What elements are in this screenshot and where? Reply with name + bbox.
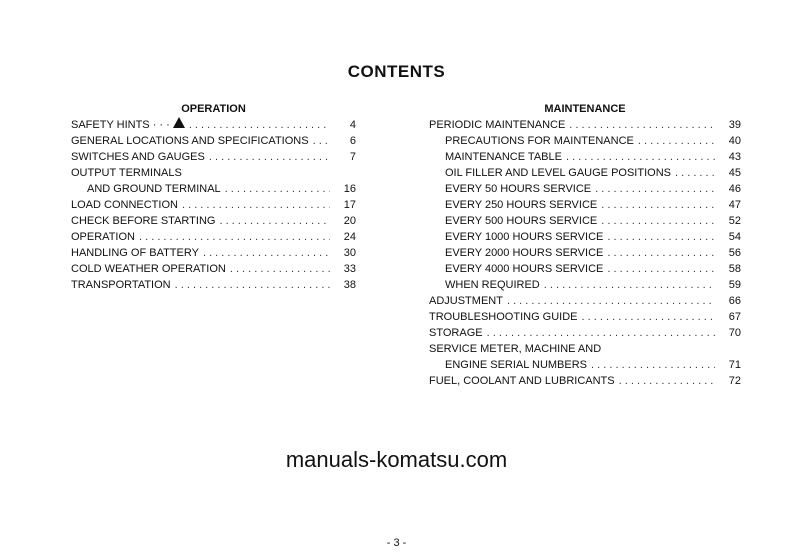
dot-leader — [219, 213, 330, 229]
toc-entry-label: EVERY 500 HOURS SERVICE — [445, 215, 598, 227]
toc-entry-page: 24 — [343, 231, 356, 243]
toc-entry[interactable] — [429, 197, 741, 213]
dot-leader — [582, 309, 715, 325]
toc-entry-label: EVERY 4000 HOURS SERVICE — [445, 263, 604, 275]
toc-entry[interactable] — [429, 181, 741, 197]
page-title: CONTENTS — [347, 62, 446, 81]
toc-entry-page: 6 — [349, 135, 356, 147]
toc-entry-page: 43 — [728, 151, 741, 163]
toc-entry-label: WHEN REQUIRED — [445, 279, 540, 291]
toc-entry[interactable] — [71, 165, 356, 181]
toc-entry[interactable] — [71, 197, 356, 213]
dot-leader — [507, 293, 715, 309]
toc-entry-label: MAINTENANCE TABLE — [445, 151, 562, 163]
toc-entry-page: 59 — [728, 279, 741, 291]
dot-leader — [569, 117, 715, 133]
toc-entry-page: 58 — [728, 263, 741, 275]
maintenance-section — [429, 101, 741, 389]
dot-leader — [189, 117, 330, 133]
dot-leader — [209, 149, 330, 165]
toc-entry-label: STORAGE — [429, 327, 483, 339]
toc-entry[interactable] — [429, 261, 741, 277]
toc-entry-label: SWITCHES AND GAUGES — [71, 151, 205, 163]
operation-toc-list — [71, 117, 356, 293]
toc-entry[interactable] — [429, 149, 741, 165]
toc-entry-page: 71 — [728, 359, 741, 371]
toc-entry-page: 66 — [728, 295, 741, 307]
toc-entry[interactable] — [71, 245, 356, 261]
toc-entry-label: PRECAUTIONS FOR MAINTENANCE — [445, 135, 634, 147]
toc-entry-page: 38 — [343, 279, 356, 291]
toc-entry-label: SAFETY HINTS · · · — [71, 119, 170, 131]
dot-leader — [203, 245, 330, 261]
dot-leader — [638, 133, 715, 149]
operation-heading: OPERATION — [181, 103, 246, 115]
toc-entry[interactable] — [71, 261, 356, 277]
dot-leader — [607, 245, 715, 261]
toc-entry-label: HANDLING OF BATTERY — [71, 247, 199, 259]
dot-leader — [607, 261, 715, 277]
dot-leader — [182, 197, 330, 213]
toc-entry-label: AND GROUND TERMINAL — [87, 183, 221, 195]
toc-entry-label: SERVICE METER, MACHINE AND — [429, 343, 602, 355]
toc-entry-label: GENERAL LOCATIONS AND SPECIFICATIONS — [71, 135, 309, 147]
toc-entry-label: LOAD CONNECTION — [71, 199, 178, 211]
toc-entry[interactable] — [429, 229, 741, 245]
toc-entry[interactable] — [71, 181, 356, 197]
toc-entry[interactable] — [71, 149, 356, 165]
toc-entry[interactable] — [429, 341, 741, 357]
toc-entry-label: OPERATION — [71, 231, 135, 243]
toc-entry-label: EVERY 50 HOURS SERVICE — [445, 183, 592, 195]
dot-leader — [675, 165, 715, 181]
toc-entry[interactable] — [71, 277, 356, 293]
dot-leader — [619, 373, 715, 389]
page-number: - 3 - — [386, 537, 407, 549]
watermark-link[interactable]: manuals-komatsu.com — [285, 447, 508, 472]
warning-triangle-icon — [173, 117, 185, 128]
toc-entry-page: 47 — [728, 199, 741, 211]
toc-entry-label: EVERY 2000 HOURS SERVICE — [445, 247, 604, 259]
toc-entry-page: 39 — [728, 119, 741, 131]
toc-entry-page: 67 — [728, 311, 741, 323]
toc-entry-page: 4 — [349, 119, 356, 131]
toc-entry-page: 17 — [343, 199, 356, 211]
toc-entry[interactable] — [71, 213, 356, 229]
operation-section — [71, 101, 356, 293]
toc-entry[interactable] — [71, 229, 356, 245]
toc-entry[interactable] — [429, 309, 741, 325]
toc-entry[interactable] — [429, 133, 741, 149]
toc-entry-page: 30 — [343, 247, 356, 259]
toc-entry[interactable] — [429, 357, 741, 373]
toc-entry[interactable] — [429, 293, 741, 309]
toc-entry-page: 70 — [728, 327, 741, 339]
dot-leader — [230, 261, 330, 277]
toc-entry[interactable] — [71, 133, 356, 149]
maintenance-heading: MAINTENANCE — [544, 103, 626, 115]
toc-entry-page: 33 — [343, 263, 356, 275]
toc-entry-label: OIL FILLER AND LEVEL GAUGE POSITIONS — [445, 167, 671, 179]
dot-leader — [566, 149, 715, 165]
dot-leader — [601, 213, 715, 229]
dot-leader — [175, 277, 330, 293]
dot-leader — [601, 197, 715, 213]
toc-entry-page: 45 — [728, 167, 741, 179]
toc-entry-page: 56 — [728, 247, 741, 259]
toc-entry[interactable] — [429, 373, 741, 389]
toc-entry[interactable] — [429, 245, 741, 261]
dot-leader — [225, 181, 330, 197]
toc-entry-page: 54 — [728, 231, 741, 243]
toc-entry-label: EVERY 250 HOURS SERVICE — [445, 199, 598, 211]
toc-entry-label: COLD WEATHER OPERATION — [71, 263, 226, 275]
toc-entry-label: CHECK BEFORE STARTING — [71, 215, 216, 227]
dot-leader — [607, 229, 715, 245]
dot-leader — [139, 229, 330, 245]
toc-entry-page: 52 — [728, 215, 741, 227]
toc-entry-page: 16 — [343, 183, 356, 195]
dot-leader — [544, 277, 715, 293]
maintenance-toc-list — [429, 117, 741, 389]
toc-entry-page: 40 — [728, 135, 741, 147]
dot-leader — [487, 325, 715, 341]
toc-entry[interactable] — [429, 117, 741, 133]
toc-entry[interactable] — [429, 277, 741, 293]
toc-entry-page: 72 — [728, 375, 741, 387]
toc-entry-label: TROUBLESHOOTING GUIDE — [429, 311, 578, 323]
toc-entry-label: PERIODIC MAINTENANCE — [429, 119, 566, 131]
toc-entry-label: ADJUSTMENT — [429, 295, 503, 307]
dot-leader — [313, 133, 330, 149]
toc-entry-label: EVERY 1000 HOURS SERVICE — [445, 231, 604, 243]
toc-entry[interactable] — [429, 325, 741, 341]
toc-entry-page: 46 — [728, 183, 741, 195]
toc-entry[interactable] — [429, 165, 741, 181]
toc-entry-page: 7 — [349, 151, 356, 163]
toc-entry-label: OUTPUT TERMINALS — [71, 167, 182, 179]
toc-entry-label: ENGINE SERIAL NUMBERS — [445, 359, 588, 371]
toc-entry-label: TRANSPORTATION — [71, 279, 171, 291]
toc-entry-page: 20 — [343, 215, 356, 227]
toc-entry[interactable] — [71, 117, 356, 133]
toc-entry[interactable] — [429, 213, 741, 229]
dot-leader — [595, 181, 715, 197]
dot-leader — [591, 357, 715, 373]
toc-entry-label: FUEL, COOLANT AND LUBRICANTS — [429, 375, 615, 387]
